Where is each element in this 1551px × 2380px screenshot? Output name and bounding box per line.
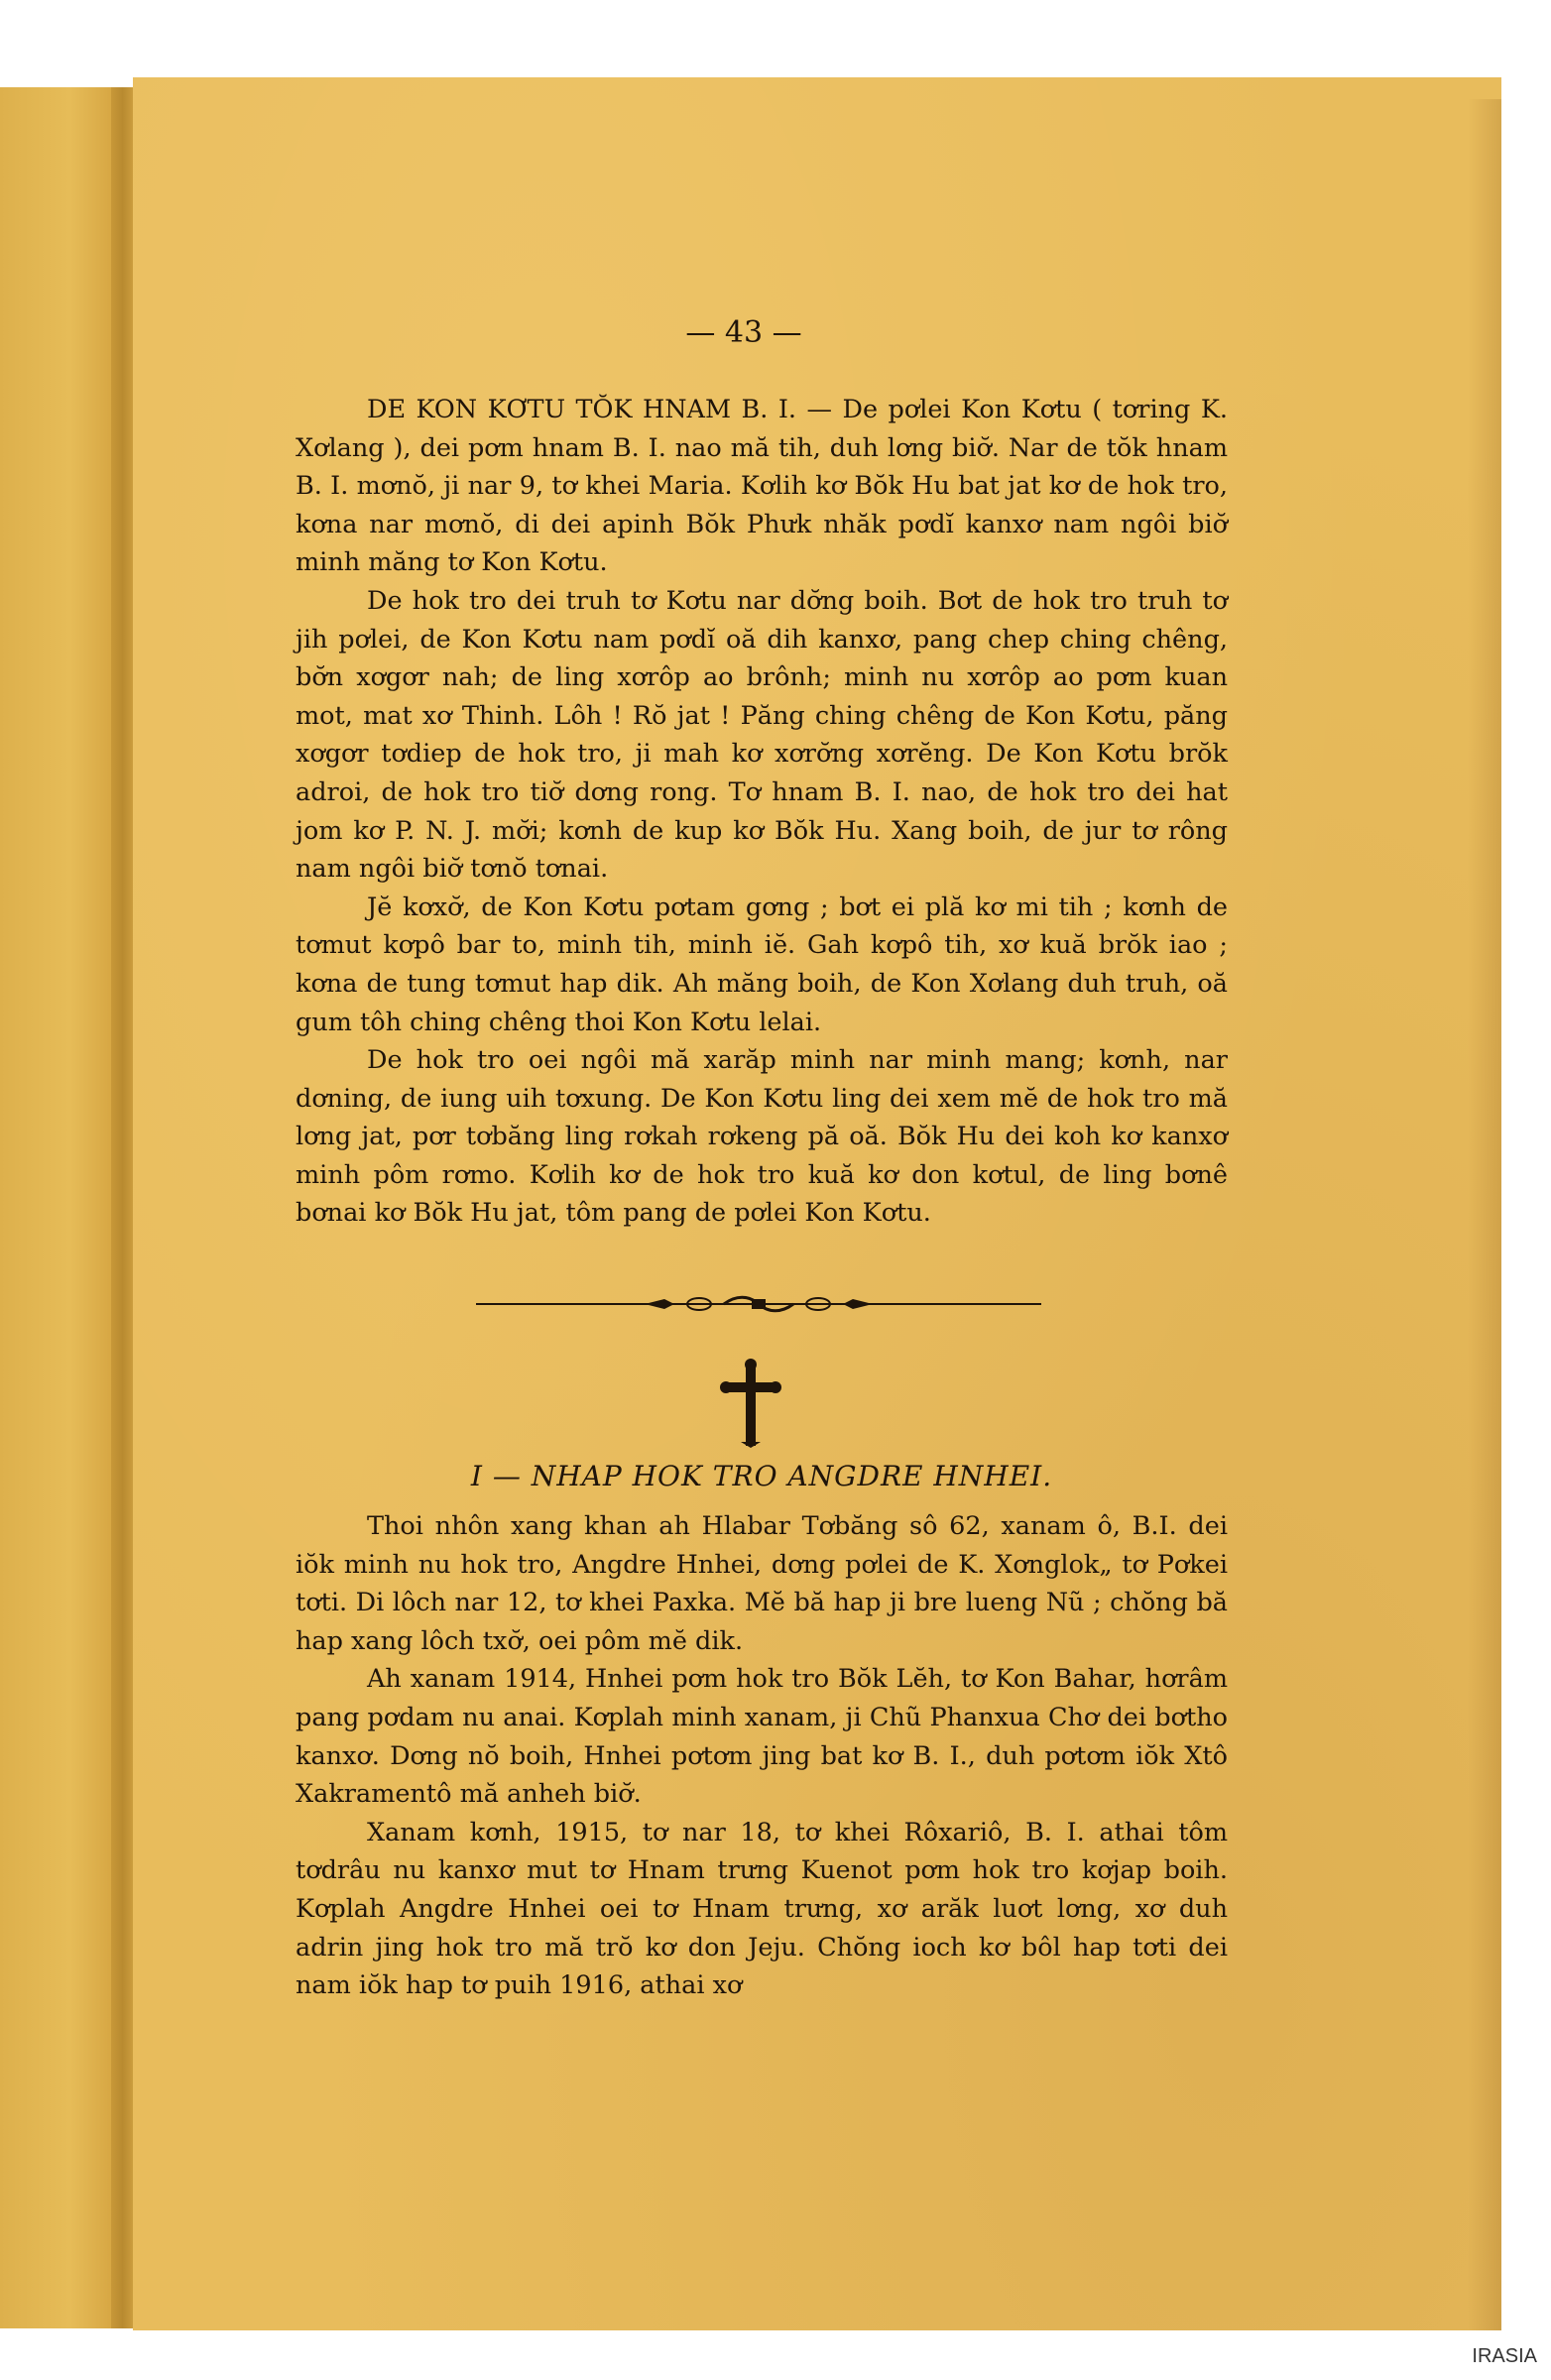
section-title: I — NHAP HOK TRO ANGDRE HNHEI. [470,1460,1053,1492]
page-number: — 43 — [685,315,802,350]
watermark: IRASIA [1472,2345,1537,2367]
first-section [296,391,1228,1233]
paragraph: Thoi nhôn xang khan ah Hlabar Tơbăng sô 62, xanam ô, B.I. dei iŏk minh nu hok tro, Angdre Hnhei, dơng pơlei de K. Xơnglok„ tơ Pơkei tơti. Di lôch nar 12, tơ khei Paxka. Mĕ bă hap ji bre lueng Nũ ; chŏng bă hap xang lôch txơ̆, oei pôm mĕ dik. [296,1511,1228,1656]
second-section [296,1507,1228,2005]
paragraph: DE KON KƠTU TŎK HNAM B. I. — De pơlei Kon Kơtu ( tơring K. Xơlang ), dei pơm hnam B. I. nao mă tih, duh lơng biơ̆. Nar de tŏk hnam B. I. mơnŏ, ji nar 9, tơ khei Maria. Kơlih kơ Bŏk Hu bat jat kơ de hok tro, kơna nar mơnŏ, di dei apinh Bŏk Phưk nhăk pơdĭ kanxơ nam ngôi biơ̆ minh măng tơ Kon Kơtu. [296,395,1228,578]
paragraph: Ah xanam 1914, Hnhei pơm hok tro Bŏk Lĕh, tơ Kon Bahar, hơrâm pang pơdam nu anai. Kơplah minh xanam, ji Chũ Phanxua Chơ dei bơtho kanxơ. Dơng nŏ boih, Hnhei pơtơm jing bat kơ B. I., duh pơtơm iŏk Xtô Xakramentô mă anheh biơ̆. [296,1664,1228,1810]
paper-edge-shadow [1468,99,1501,2330]
ornamental-divider [476,1295,1041,1313]
paragraph: De hok tro oei ngôi mă xarăp minh nar minh mang; kơnh, nar dơning, de iung uih tơxung. De Kon Kơtu ling dei xem mĕ de hok tro mă lơng jat, pơr tơbăng ling rơkah rơkeng pă oă. Bŏk Hu dei koh kơ kanxơ minh pôm rơmo. Kơlih kơ de hok tro kuă kơ don kơtul, de ling bơnê bơnai kơ Bŏk Hu jat, tôm pang de pơlei Kon Kơtu. [296,1045,1228,1229]
paragraph: Jĕ kơxơ̆, de Kon Kơtu pơtam gơng ; bơt ei plă kơ mi tih ; kơnh de tơmut kơpô bar to, minh tih, minh iĕ. Gah kơpô tih, xơ kuă brŏk iao ; kơna de tung tơmut hap dik. Ah măng boih, de Kon Xơlang duh truh, oă gum tôh ching chêng thoi Kon Kơtu lelai. [296,892,1228,1037]
cross-icon [716,1359,785,1448]
paragraph: Xanam kơnh, 1915, tơ nar 18, tơ khei Rôxariô, B. I. athai tôm tơdrâu nu kanxơ mut tơ Hnam trưng Kuenot pơm hok tro kơjap boih. Kơplah Angdre Hnhei oei tơ Hnam trưng, xơ arăk luơt lơng, xơ duh adrin jing hok tro mă trŏ kơ don Jeju. Chŏng ioch kơ bôl hap tơti dei nam iŏk hap tơ puih 1916, athai xơ [296,1817,1228,2001]
left-page-edge [0,87,117,2328]
paragraph: De hok tro dei truh tơ Kơtu nar dơ̆ng boih. Bơt de hok tro truh tơ jih pơlei, de Kon Kơtu nam pơdĭ oă dih kanxơ, pang chep ching chêng, bơ̆n xơgơr nah; de ling xơrôp ao brônh; minh nu xơrôp ao pơm kuan mot, mat xơ Thinh. Lôh ! Rŏ jat ! Păng ching chêng de Kon Kơtu, păng xơgơr tơdiep de hok tro, ji mah kơ xơrơ̆ng xơrĕng. De Kon Kơtu brŏk adroi, de hok tro tiơ̆ dơng rong. Tơ hnam B. I. nao, de hok tro dei hat jom kơ P. N. J. mơ̆i; kơnh de kup kơ Bŏk Hu. Xang boih, de jur tơ rông nam ngôi biơ̆ tơnŏ tơnai. [296,585,1228,885]
